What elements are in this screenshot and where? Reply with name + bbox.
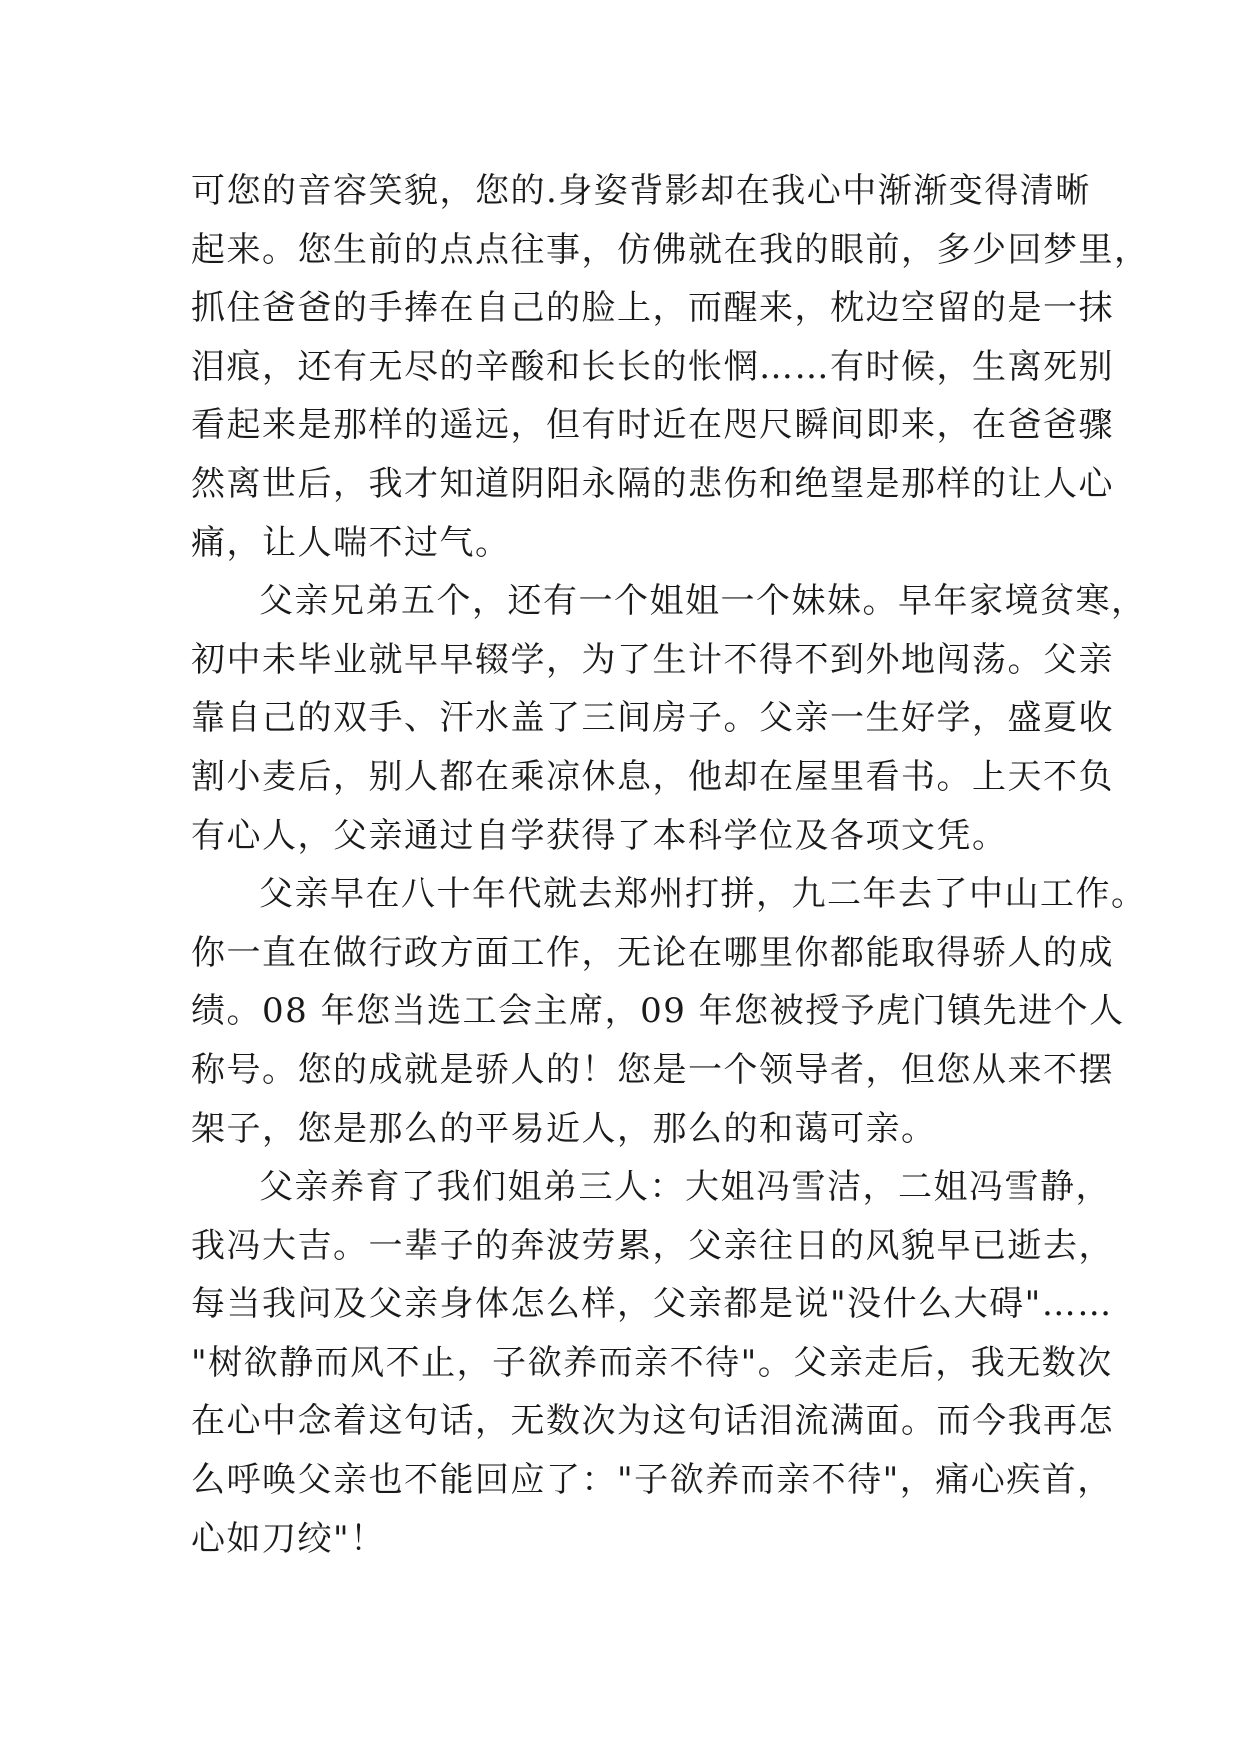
text-line: 心如刀绞"！ [191, 1518, 386, 1559]
text-line: 有心人，父亲通过自学获得了本科学位及各项文凭。 [191, 815, 1008, 856]
text-line: 然离世后，我才知道阴阳永隔的悲伤和绝望是那样的让人心 [191, 463, 1114, 504]
text-line: 我冯大吉。一辈子的奔波劳累，父亲往日的风貌早已逝去， [191, 1225, 1114, 1266]
text-line: 看起来是那样的遥远，但有时近在咫尺瞬间即来，在爸爸骤 [191, 405, 1114, 446]
paragraph-first-line: 父亲兄弟五个，还有一个姐姐一个妹妹。早年家境贫寒， [259, 581, 1147, 622]
text-line: 绩。08 年您当选工会主席，09 年您被授予虎门镇先进个人 [191, 991, 1125, 1032]
body-text [191, 162, 1150, 1568]
text-line: 称号。您的成就是骄人的！您是一个领导者，但您从来不摆 [191, 1049, 1114, 1090]
text-line: 么呼唤父亲也不能回应了："子欲养而亲不待"，痛心疾首， [191, 1460, 1113, 1501]
text-line: 初中未毕业就早早辍学，为了生计不得不到外地闯荡。父亲 [191, 639, 1114, 680]
paragraph-first-line: 父亲养育了我们姐弟三人：大姐冯雪洁，二姐冯雪静， [259, 1167, 1111, 1208]
text-line: "树欲静而风不止，子欲养而亲不待"。父亲走后，我无数次 [191, 1342, 1113, 1383]
paragraph-first-line: 父亲早在八十年代就去郑州打拼，九二年去了中山工作。 [259, 874, 1147, 915]
text-line: 抓住爸爸的手捧在自己的脸上，而醒来，枕边空留的是一抹 [191, 288, 1114, 329]
text-line: 每当我问及父亲身体怎么样，父亲都是说"没什么大碍"…… [191, 1284, 1113, 1325]
text-line: 泪痕，还有无尽的辛酸和长长的怅惘……有时候，生离死别 [191, 346, 1114, 387]
text-line: 痛，让人喘不过气。 [191, 522, 511, 563]
text-line: 可您的音容笑貌，您的.身姿背影却在我心中渐渐变得清晰 [191, 171, 1091, 211]
text-line: 在心中念着这句话，无数次为这句话泪流满面。而今我再怎 [191, 1401, 1114, 1442]
text-line: 靠自己的双手、汗水盖了三间房子。父亲一生好学，盛夏收 [191, 698, 1114, 739]
text-line: 你一直在做行政方面工作，无论在哪里你都能取得骄人的成 [191, 932, 1114, 973]
text-line: 架子，您是那么的平易近人，那么的和蔼可亲。 [191, 1108, 937, 1149]
text-line: 割小麦后，别人都在乘凉休息，他却在屋里看书。上天不负 [191, 756, 1114, 797]
text-line: 起来。您生前的点点往事，仿佛就在我的眼前，多少回梦里， [191, 229, 1150, 270]
